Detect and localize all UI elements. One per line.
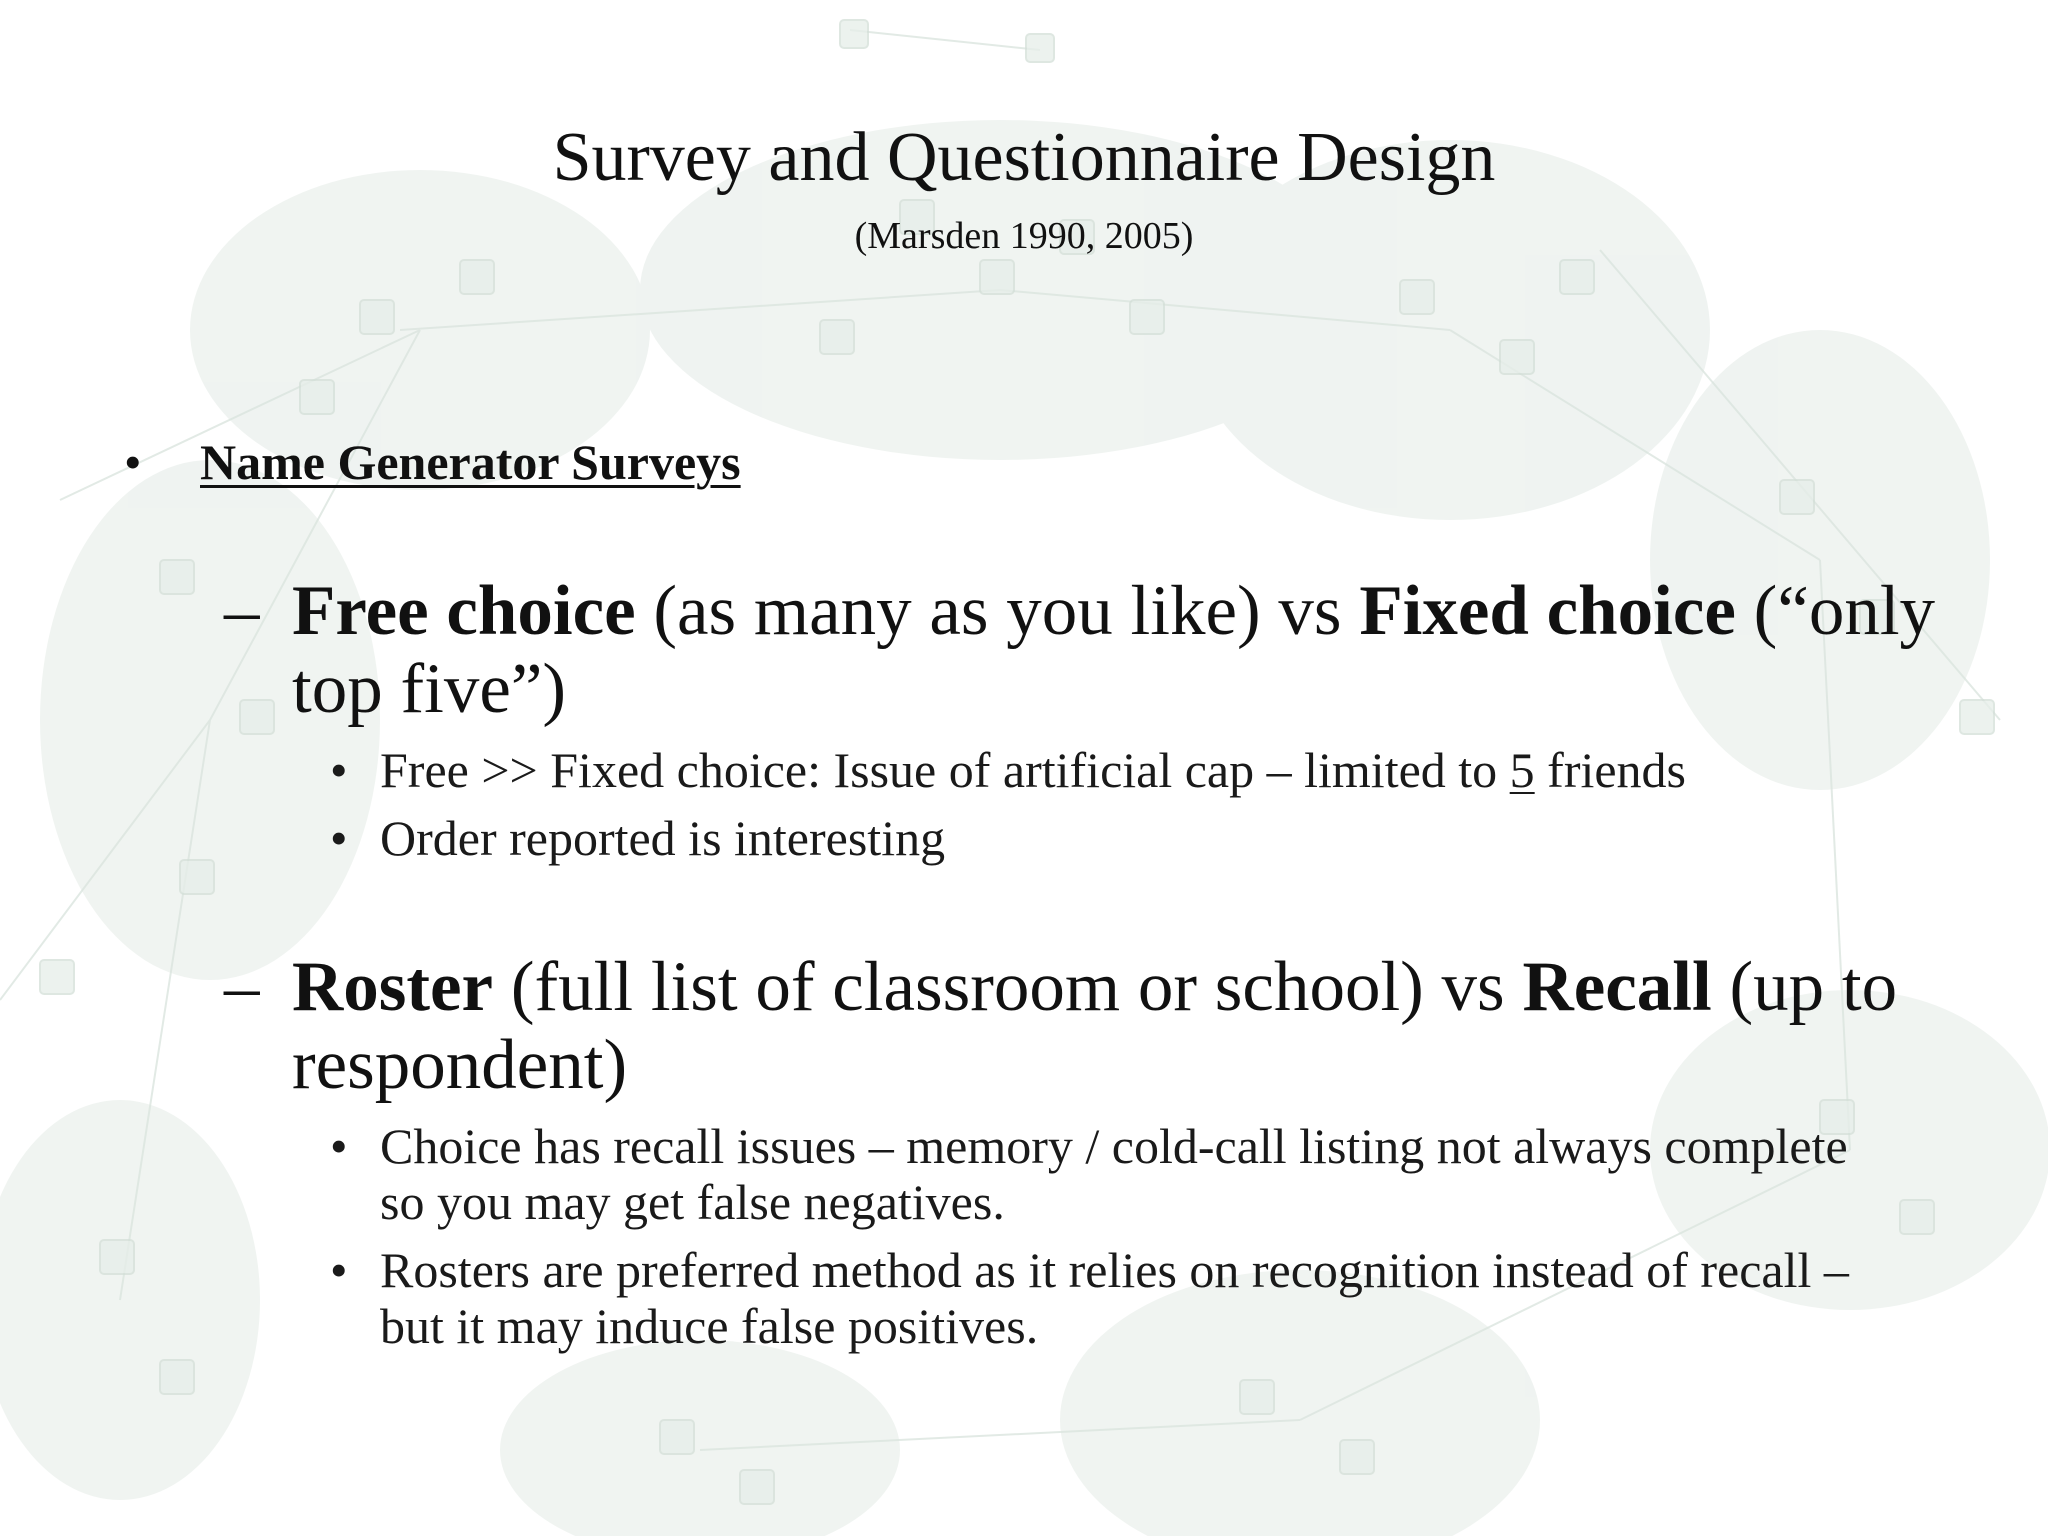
bullet-icon: • xyxy=(330,1242,348,1298)
bullet-icon: • xyxy=(330,742,348,798)
point-order-reported xyxy=(330,810,1890,866)
point-rosters-preferred xyxy=(330,1242,1890,1354)
term-recall: Recall xyxy=(1522,948,1712,1026)
desc-fixed-choice: (“only top five”) xyxy=(292,572,1936,728)
point-text: Choice has recall issues – memory / cold-call listing not always complete so you may get false negatives. xyxy=(380,1118,1848,1230)
point-text xyxy=(380,742,1890,798)
term-roster: Roster xyxy=(292,948,494,1026)
desc-free-choice: (as many as you like) vs xyxy=(635,572,1360,650)
sub-bullet-roster-vs-recall xyxy=(224,948,1984,1104)
main-bullet-name-generator xyxy=(124,432,741,492)
point-emphasis-five: 5 xyxy=(1509,742,1535,798)
slide-title: Survey and Questionnaire Design xyxy=(552,119,1496,196)
bullet-icon: • xyxy=(330,1118,348,1174)
point-text: Rosters are preferred method as it relies on recognition instead of recall – but it may induce false positives. xyxy=(380,1242,1849,1354)
slide-subtitle-citation: (Marsden 1990, 2005) xyxy=(854,215,1194,257)
point-recall-issues xyxy=(330,1118,1890,1230)
sub-bullet-free-vs-fixed-choice xyxy=(224,572,1984,728)
sub-bullet-text xyxy=(292,572,1984,728)
bullet-icon: • xyxy=(330,810,348,866)
point-text: Order reported is interesting xyxy=(380,810,946,866)
bullet-icon: • xyxy=(124,434,142,490)
dash-icon: – xyxy=(224,948,260,1026)
desc-roster: (full list of classroom or school) vs xyxy=(493,948,1523,1026)
point-text-before: Free >> Fixed choice: Issue of artificial cap – limited to xyxy=(380,742,1510,798)
desc-recall: (up to respondent) xyxy=(292,948,1898,1104)
sub-bullet-text xyxy=(292,948,1984,1104)
term-free-choice: Free choice xyxy=(292,572,636,650)
dash-icon: – xyxy=(224,572,260,650)
term-fixed-choice: Fixed choice xyxy=(1359,572,1736,650)
heading-name-generator-surveys: Name Generator Surveys xyxy=(200,434,741,490)
point-text-after: friends xyxy=(1534,742,1687,798)
point-artificial-cap xyxy=(330,742,1890,798)
